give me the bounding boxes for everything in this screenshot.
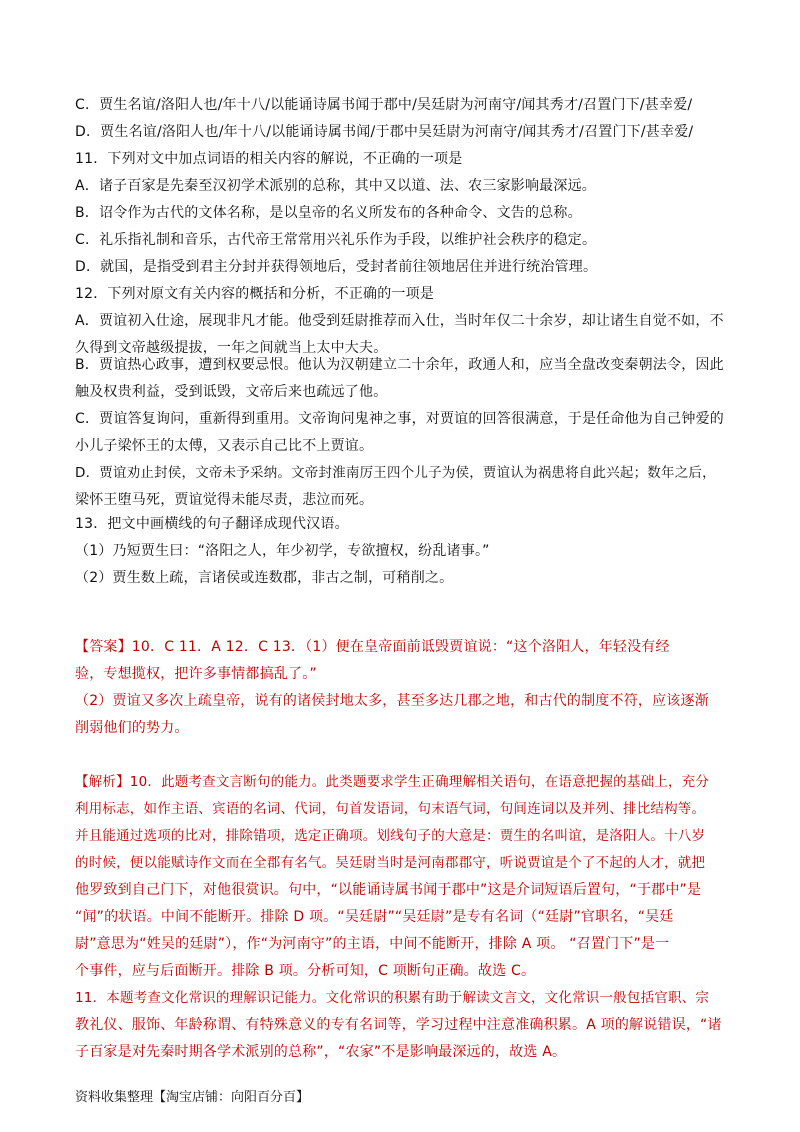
q12-stem: 12．下列对原文有关内容的概括和分析，不正确的一项是 bbox=[75, 286, 435, 302]
q11-stem: 11．下列对文中加点词语的相关内容的解说，不正确的一项是 bbox=[75, 151, 463, 167]
analysis-line: 【解析】10．此题考查文言断句的能力。此类题要求学生正确理解相关语句，在语意把握的基础上，充分 bbox=[75, 774, 710, 790]
analysis-line: “闻”的状语。中间不能断开。排除 D 项。“吴廷尉”“吴廷尉”是专有名词（“廷尉”官职名，“吴廷 bbox=[75, 909, 674, 925]
q13-item-2: （2）贾生数上疏，言诸侯或连数郡，非古之制，可稍削之。 bbox=[75, 570, 454, 586]
q11-option-b: B．诏令作为古代的文体名称，是以皇帝的名义所发布的各种命令、文告的总称。 bbox=[75, 205, 582, 221]
q11-option-c: C．礼乐指礼制和音乐，古代帝王常常用兴礼乐作为手段，以维护社会秩序的稳定。 bbox=[75, 232, 597, 248]
q12-line: B．贾谊热心政事，遭到权要忌恨。他认为汉朝建立二十余年，政通人和，应当全盘改变秦朝法令，因此 bbox=[75, 357, 724, 373]
q11-option-d: D．就国，是指受到君主分封并获得领地后，受封者前往领地居住并进行统治管理。 bbox=[75, 259, 598, 275]
q12-line: 久得到文帝越级提拔，一年之间就当上太中大夫。 bbox=[75, 340, 388, 356]
answer-line: （2）贾谊又多次上疏皇帝，说有的诸侯封地太多，甚至多达几郡之地，和古代的制度不符，应该逐渐 bbox=[75, 693, 709, 709]
analysis-line: 的时候，便以能赋诗作文而在全郡有名气。吴廷尉当时是河南郡郡守，听说贾谊是个了不起的人才，就把 bbox=[75, 855, 706, 871]
analysis-line: 并且能通过选项的比对，排除错项，选定正确项。划线句子的大意是：贾生的名叫谊，是洛阳人。十八岁 bbox=[75, 828, 706, 844]
answer-line: 验，专想揽权，把许多事情都搞乱了。” bbox=[75, 666, 317, 682]
q12-line: D．贾谊劝止封侯，文帝未予采纳。文帝封淮南厉王四个儿子为侯，贾谊认为祸患将自此兴起；数年之后， bbox=[75, 465, 716, 481]
q10-option-d: D．贾生名谊/洛阳人也/年十八/以能诵诗属书闻/于郡中吴廷尉为河南守/闻其秀才/召置门下/甚幸爱/ bbox=[75, 124, 694, 140]
q12-line: A．贾谊初入仕途，展现非凡才能。他受到廷尉推荐而入仕，当时年仅二十余岁，却让诸生自觉不如，不 bbox=[75, 313, 724, 329]
q13-item-1: （1）乃短贾生曰：“洛阳之人，年少初学，专欲擅权，纷乱诸事。” bbox=[75, 543, 490, 559]
answer-line: 【答案】10．C 11．A 12．C 13．（1）便在皇帝面前诋毁贾谊说：“这个洛阳人，年轻没有经 bbox=[75, 639, 670, 655]
analysis-line: 利用标志，如作主语、宾语的名词、代词，句首发语词，句末语气词，句间连词以及并列、排比结构等。 bbox=[75, 801, 706, 817]
analysis-line: 11．本题考查文化常识的理解识记能力。文化常识的积累有助于解读文言文，文化常识一般包括官职、宗 bbox=[75, 990, 710, 1006]
q12-line: 梁怀王堕马死，贾谊觉得未能尽责，悲泣而死。 bbox=[75, 492, 374, 508]
analysis-line: 子百家是对先秦时期各学术派别的总称”，“农家”不是影响最深远的，故选 A。 bbox=[75, 1044, 567, 1060]
q12-line: C．贾谊答复询问，重新得到重用。文帝询问鬼神之事，对贾谊的回答很满意，于是任命他为自己钟爱的 bbox=[75, 411, 724, 427]
q12-line: 触及权贵利益，受到诋毁，文帝后来也疏远了他。 bbox=[75, 384, 388, 400]
answer-line: 削弱他们的势力。 bbox=[75, 720, 189, 736]
analysis-line: 他罗致到自己门下，对他很赏识。句中，“以能诵诗属书闻于郡中”这是介词短语后置句，“于郡中”是 bbox=[75, 882, 702, 898]
analysis-line: 教礼仪、服饰、年龄称谓、有特殊意义的专有名词等，学习过程中注意准确积累。A 项的解说错误，“诸 bbox=[75, 1017, 722, 1033]
q10-option-c: C．贾生名谊/洛阳人也/年十八/以能诵诗属书闻于郡中/吴廷尉为河南守/闻其秀才/召置门下/甚幸爱/ bbox=[75, 97, 693, 113]
page-footer: 资料收集整理【淘宝店铺：向阳百分百】 bbox=[75, 1090, 310, 1105]
analysis-line: 尉”意思为“姓吴的廷尉”），作“为河南守”的主语，中间不能断开，排除 A 项。 “召置门下”是一 bbox=[75, 936, 670, 952]
q13-stem: 13．把文中画横线的句子翻译成现代汉语。 bbox=[75, 516, 349, 532]
q12-line: 小儿子梁怀王的太傅，又表示自己比不上贾谊。 bbox=[75, 438, 374, 454]
analysis-line: 个事件，应与后面断开。排除 B 项。分析可知，C 项断句正确。故选 C。 bbox=[75, 963, 536, 979]
q11-option-a: A．诸子百家是先秦至汉初学术派别的总称，其中又以道、法、农三家影响最深远。 bbox=[75, 178, 596, 194]
